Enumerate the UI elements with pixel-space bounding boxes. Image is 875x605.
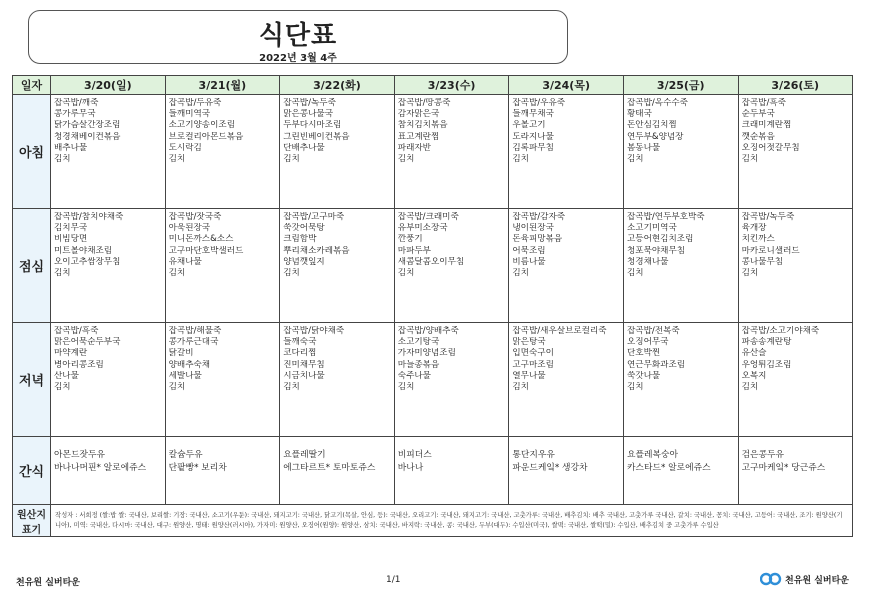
menu-item: 단호박찐 — [626, 348, 661, 359]
menu-item: 카스타드* 알로에쥬스 — [626, 463, 711, 473]
origin-row — [13, 505, 853, 537]
menu-cell — [623, 209, 738, 323]
menu-item: 잡곡밥/흑죽 — [54, 326, 99, 336]
menu-item: 고구마조림 — [512, 359, 554, 370]
menu-item: 쑥갓나물 — [626, 370, 661, 381]
menu-cell — [165, 95, 280, 209]
menu-item: 오이고추쌈장무침 — [54, 256, 121, 267]
menu-item: 김치 — [512, 382, 529, 393]
menu-cell — [509, 437, 624, 505]
menu-cell — [280, 95, 395, 209]
menu-item: 깻순볶음 — [741, 131, 775, 142]
menu-item: 잡곡밥/새우살브로컬리죽 — [512, 326, 607, 336]
menu-item: 잡곡밥/감자죽 — [512, 212, 566, 222]
menu-item: 청포묵야채무침 — [626, 245, 686, 256]
page-number: 1/1 — [386, 575, 401, 585]
menu-cell — [394, 209, 509, 323]
menu-item: 숙주나물 — [397, 370, 431, 381]
menu-item: 진미채무침 — [283, 359, 325, 370]
meal-row — [13, 323, 853, 437]
menu-item: 김치 — [397, 268, 415, 279]
menu-item: 잡곡밥/흑죽 — [741, 98, 786, 108]
menu-item: 가자미양념조림 — [397, 348, 456, 359]
menu-item: 비피더스 — [397, 450, 432, 460]
menu-item: 들깨무채국 — [512, 109, 554, 120]
menu-item: 오징어젓갈무침 — [741, 142, 800, 153]
day-header: 3/25(금) — [623, 76, 738, 95]
menu-item: 깐풍기 — [397, 234, 423, 245]
menu-item: 잡곡밥/연두부호박죽 — [626, 212, 705, 222]
menu-item: 검은콩두유 — [741, 450, 785, 460]
menu-item: 우볼고기 — [512, 120, 546, 131]
menu-item: 김치 — [626, 154, 644, 165]
menu-cell — [51, 95, 166, 209]
day-header: 3/22(화) — [280, 76, 395, 95]
menu-item: 김치 — [512, 154, 529, 165]
menu-item: 콩나물무침 — [741, 256, 784, 267]
menu-item: 마파두부 — [397, 245, 431, 256]
menu-item: 시금치나물 — [283, 370, 325, 381]
menu-cell — [394, 95, 509, 209]
menu-cell — [623, 95, 738, 209]
menu-cell — [394, 323, 509, 437]
menu-item: 잡곡밥/전복죽 — [626, 326, 680, 336]
menu-item: 브로컬리아몬드볶음 — [168, 131, 244, 142]
menu-item: 황태국 — [626, 109, 652, 120]
menu-item: 잡곡밥/고구마죽 — [283, 212, 345, 222]
menu-cell — [738, 437, 852, 505]
menu-item: 코다리찜 — [283, 348, 317, 359]
day-header: 3/26(토) — [738, 76, 852, 95]
menu-item: 잡곡밥/우유죽 — [512, 98, 566, 108]
menu-item: 순두부국 — [741, 109, 775, 120]
menu-item: 유부미소장국 — [397, 223, 448, 234]
menu-item: 소고기탕국 — [397, 337, 440, 348]
menu-item: 파송송계란탕 — [741, 337, 792, 348]
menu-item: 콩가루무국 — [54, 109, 96, 120]
menu-item: 잡곡밥/녹두죽 — [283, 98, 336, 108]
menu-item: 소고기미역국 — [626, 223, 677, 234]
menu-item: 맑은탕국 — [512, 337, 546, 348]
menu-item: 마늘종볶음 — [397, 359, 440, 370]
menu-cell — [509, 323, 624, 437]
menu-item: 우엉튀김조림 — [741, 359, 792, 370]
menu-item: 잡곡밥/녹두죽 — [741, 212, 795, 222]
menu-cell — [623, 323, 738, 437]
menu-item: 봄동나물 — [626, 142, 661, 153]
menu-item: 김치 — [626, 382, 644, 393]
menu-item: 마카로니샐러드 — [741, 245, 800, 256]
menu-cell — [509, 209, 624, 323]
menu-item: 양배추숙채 — [168, 359, 211, 370]
menu-item: 바나나머핀* 알로에쥬스 — [54, 463, 147, 473]
menu-item: 도라지나물 — [512, 131, 554, 142]
menu-item: 비빔당면 — [54, 234, 88, 245]
menu-item: 김치 — [741, 382, 759, 393]
menu-item: 미트볼야채조림 — [54, 245, 113, 256]
menu-cell — [738, 209, 852, 323]
menu-item: 잡곡밥/해물죽 — [168, 326, 222, 336]
menu-item: 김치 — [283, 154, 300, 165]
menu-item: 잡곡밥/두유죽 — [168, 98, 222, 108]
menu-item: 닭가슴살간장조림 — [54, 120, 121, 131]
meal-label: 간식 — [13, 437, 51, 505]
menu-item: 김치 — [397, 382, 415, 393]
menu-cell — [165, 209, 280, 323]
footer-logo-text: 천유원 실버타운 — [785, 575, 849, 586]
menu-item: 들깨숙국 — [283, 337, 317, 348]
menu-item: 잡곡밥/소고기야채죽 — [741, 326, 820, 336]
menu-cell — [280, 437, 395, 505]
menu-cell — [623, 437, 738, 505]
footer-org-name: 천유원 실버타운 — [16, 578, 80, 588]
menu-item: 쑥갓어묵탕 — [283, 223, 325, 234]
menu-item: 입면숙구이 — [512, 348, 554, 359]
menu-item: 유산슬 — [741, 348, 767, 359]
menu-cell — [165, 323, 280, 437]
menu-cell — [738, 95, 852, 209]
menu-item: 들깨미역국 — [168, 109, 211, 120]
menu-item: 파래자반 — [397, 142, 431, 153]
menu-item: 김치 — [741, 154, 759, 165]
menu-item: 고구마케잌* 당근쥬스 — [741, 463, 826, 473]
meal-row — [13, 95, 853, 209]
menu-item: 돈안심김치찜 — [626, 120, 677, 131]
menu-item: 파운드케잌* 생강차 — [512, 463, 588, 473]
menu-item: 연근무화과조림 — [626, 359, 686, 370]
menu-item: 고등어현김치조림 — [626, 234, 694, 245]
menu-item: 새콤달콤오이무침 — [397, 256, 465, 267]
menu-item: 김치 — [168, 154, 186, 165]
menu-item: 어묵조림 — [512, 245, 546, 256]
menu-item: 도시락김 — [168, 142, 202, 153]
menu-table — [12, 75, 853, 537]
menu-item: 김치 — [626, 268, 644, 279]
menu-item: 김록파무침 — [512, 142, 554, 153]
menu-item: 닭갈비 — [168, 348, 194, 359]
menu-item: 잡곡밥/양배추죽 — [397, 326, 459, 336]
menu-item: 치킨까스 — [741, 234, 775, 245]
day-header: 3/24(목) — [509, 76, 624, 95]
day-header: 3/21(월) — [165, 76, 280, 95]
menu-item: 열무나물 — [512, 370, 546, 381]
menu-item: 두부다시마조림 — [283, 120, 342, 131]
menu-item: 세발나물 — [168, 370, 202, 381]
menu-item: 청경채베이컨볶음 — [54, 131, 121, 142]
menu-item: 김치 — [397, 154, 415, 165]
menu-item: 콩가루근대국 — [168, 337, 219, 348]
menu-item: 아몬드잣두유 — [54, 450, 105, 460]
menu-item: 표고계란찜 — [397, 131, 440, 142]
menu-item: 잡곡밥/땅콩죽 — [397, 98, 451, 108]
menu-item: 산나물 — [54, 370, 79, 381]
menu-cell — [280, 209, 395, 323]
menu-item: 맑은어묵순두부국 — [54, 337, 121, 348]
menu-item: 아욱된장국 — [168, 223, 211, 234]
origin-text: 작성자 : 서희정 (쌀:밥 쌀: 국내산, 보리쌀: 기장: 국내산, 소고기(우둔): 국내산, 돼지고기: 국내산, 닭고기(목살, 안심, 등): 국내산, 오리고기: 국내산, 돼지고기: 국내산, 고춧가루: 국내산, 배추김치: 배추 국내산, 고춧가루 국내산, 갈치: 국내산, 꽁치: 국내산, 고등어: 국내산, 조기: 원양산(기니아), 미역: 국내산, 다시마: 국내산, 대구: 원양산, 명태: 원양산(러시아), 가자미: 원양산, 오징어(원양): 원양산, 삼치: 국내산, 바지락: 국내산, 콩: 국내산, 두부(대두): 수입산(미국), 쌀떡: 국내산, 쌀떡(밀): 수입산, 배추김치 중 고춧가루 수입산 — [51, 505, 853, 537]
menu-item: 바나나 — [397, 463, 424, 473]
menu-item: 병아리콩조림 — [54, 359, 104, 370]
menu-item: 그린빈베이컨볶음 — [283, 131, 350, 142]
meal-label: 아침 — [13, 95, 51, 209]
menu-item: 잡곡밥/참치야채죽 — [54, 212, 124, 222]
footer-logo — [760, 572, 849, 586]
menu-cell — [51, 437, 166, 505]
menu-item: 배추나물 — [54, 142, 88, 153]
menu-item: 요플레복숭아 — [626, 450, 678, 460]
menu-item: 김치 — [283, 268, 300, 279]
menu-item: 잡곡밥/닭야채죽 — [283, 326, 345, 336]
menu-item: 김치 — [283, 382, 300, 393]
menu-item: 소고기양송이조림 — [168, 120, 236, 131]
menu-item: 잡곡밥/옥수수죽 — [626, 98, 688, 108]
menu-cell — [738, 323, 852, 437]
meal-row — [13, 209, 853, 323]
page-title: 식단표 — [258, 21, 338, 51]
menu-item: 김치무국 — [54, 223, 88, 234]
menu-item: 김치 — [512, 268, 529, 279]
menu-item: 비름나물 — [512, 256, 546, 267]
menu-item: 뿌리채소카레볶음 — [283, 245, 350, 256]
menu-item: 고구마단호박샐러드 — [168, 245, 244, 256]
menu-cell — [394, 437, 509, 505]
menu-item: 맑은콩나물국 — [283, 109, 333, 120]
menu-item: 냉이된장국 — [512, 223, 554, 234]
menu-item: 미니돈까스&소스 — [168, 234, 234, 245]
menu-item: 잡곡밥/깨죽 — [54, 98, 99, 108]
menu-item: 유채나물 — [168, 256, 202, 267]
menu-cell — [51, 209, 166, 323]
day-header: 3/20(일) — [51, 76, 166, 95]
menu-item: 크림함박 — [283, 234, 317, 245]
menu-cell — [280, 323, 395, 437]
menu-cell — [51, 323, 166, 437]
menu-item: 단팥빵* 보리차 — [168, 463, 227, 473]
menu-item: 통단지우유 — [512, 450, 555, 460]
menu-item: 육개장 — [741, 223, 767, 234]
page-subtitle: 2022년 3월 4주 — [259, 53, 337, 64]
menu-item: 칼슘두유 — [168, 450, 203, 460]
menu-item: 참치김치볶음 — [397, 120, 448, 131]
meal-label: 저녁 — [13, 323, 51, 437]
date-header-row — [13, 76, 853, 95]
meal-row — [13, 437, 853, 505]
menu-item: 잡곡밥/크래미죽 — [397, 212, 459, 222]
menu-item: 오복지 — [741, 370, 767, 381]
menu-cell — [509, 95, 624, 209]
menu-item: 요플레딸기 — [283, 450, 326, 460]
menu-item: 오징어무국 — [626, 337, 669, 348]
menu-item: 김치 — [54, 154, 71, 165]
menu-item: 마약계란 — [54, 348, 88, 359]
menu-item: 잡곡밥/잣국죽 — [168, 212, 222, 222]
menu-item: 양념깻잎지 — [283, 256, 325, 267]
day-header: 3/23(수) — [394, 76, 509, 95]
menu-item: 에그타르트* 토마토쥬스 — [283, 463, 376, 473]
menu-item: 단배추나물 — [283, 142, 325, 153]
logo-icon — [760, 572, 782, 586]
title-box — [28, 10, 568, 64]
menu-item: 김치 — [168, 268, 186, 279]
corner-label: 일자 — [13, 76, 51, 95]
meal-label: 점심 — [13, 209, 51, 323]
origin-label: 원산지 표기 — [13, 505, 51, 537]
menu-cell — [165, 437, 280, 505]
menu-item: 감자맑은국 — [397, 109, 440, 120]
menu-item: 김치 — [741, 268, 759, 279]
menu-item: 청경채나물 — [626, 256, 669, 267]
menu-item: 돈육피망볶음 — [512, 234, 563, 245]
menu-item: 김치 — [168, 382, 186, 393]
menu-item: 김치 — [54, 382, 71, 393]
menu-item: 연두부&양념장 — [626, 131, 684, 142]
menu-item: 크래미계란찜 — [741, 120, 792, 131]
menu-item: 김치 — [54, 268, 71, 279]
